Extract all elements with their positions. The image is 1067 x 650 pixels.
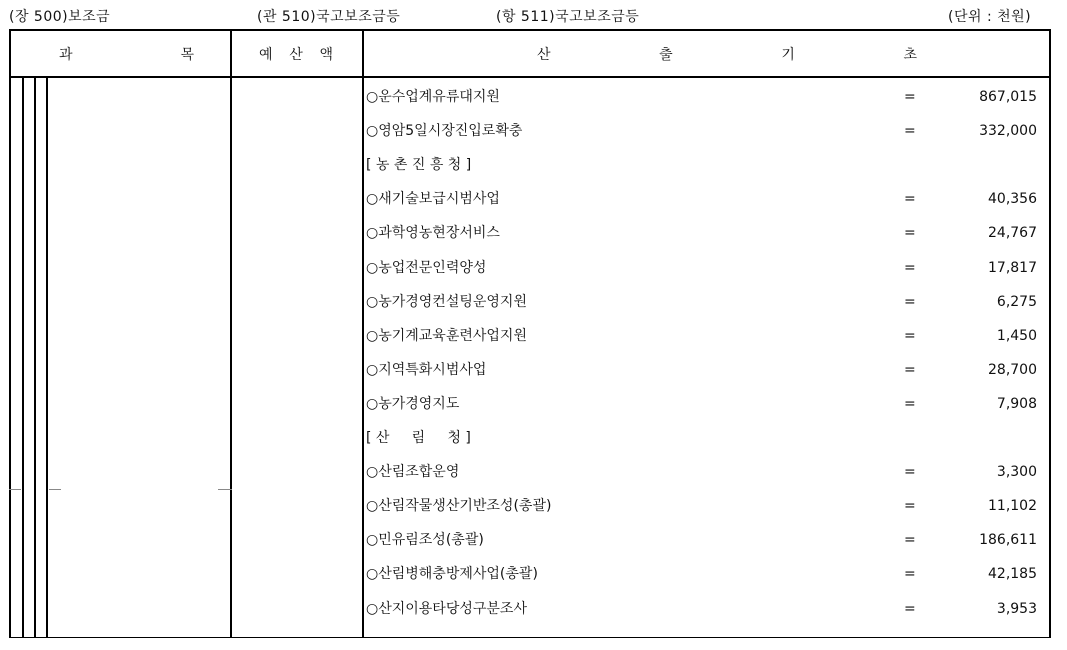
item-label: ○지역특화시범사업	[366, 361, 487, 378]
amount-value: 6,275	[996, 293, 1037, 310]
item-label: ○민유림조성(총괄)	[366, 532, 484, 549]
section-header-row	[11, 421, 1049, 455]
header-jang: (장 500)보조금	[9, 9, 111, 25]
item-label: ○농기계교육훈련사업지원	[366, 327, 527, 344]
header-divider	[11, 76, 1049, 78]
amount-value: 42,185	[988, 566, 1037, 583]
column-header-basis-char: 산	[537, 47, 551, 63]
table-row	[11, 182, 1049, 216]
amount-value: 1,450	[996, 327, 1037, 344]
equals-sign: =	[904, 225, 916, 242]
column-header-budget	[259, 31, 333, 77]
item-label: ○산림병해충방제사업(총괄)	[366, 566, 538, 583]
header-hang: (항 511)국고보조금등	[496, 9, 640, 25]
equals-sign: =	[904, 191, 916, 208]
section-header-row	[11, 148, 1049, 182]
amount-value: 11,102	[988, 498, 1037, 515]
table-row	[11, 319, 1049, 353]
equals-sign: =	[904, 89, 916, 105]
table-row	[11, 387, 1049, 421]
unit-label: (단위 : 천원)	[948, 9, 1032, 25]
amount-value: 332,000	[979, 123, 1037, 140]
item-label: ○농가경영지도	[366, 395, 460, 412]
budget-table	[9, 29, 1051, 638]
item-label: ○영암5일시장진입로확충	[366, 123, 523, 140]
equals-sign: =	[904, 566, 916, 583]
column-header-basis	[537, 31, 917, 77]
table-row	[11, 489, 1049, 523]
amount-value: 28,700	[988, 361, 1037, 378]
column-header-budget-char: 산	[289, 47, 303, 63]
column-header-basis-char: 기	[781, 47, 795, 63]
header-gwan: (관 510)국고보조금등	[257, 9, 401, 25]
amount-value: 867,015	[979, 89, 1037, 105]
table-row	[11, 216, 1049, 250]
column-header-budget-char: 예	[259, 47, 273, 63]
item-label: ○운수업계유류대지원	[366, 89, 500, 105]
table-row	[11, 557, 1049, 591]
table-row	[11, 455, 1049, 489]
column-header-basis-char: 출	[659, 47, 673, 63]
item-label: ○농가경영컨설팅운영지원	[366, 293, 527, 310]
equals-sign: =	[904, 395, 916, 412]
table-row	[11, 80, 1049, 114]
equals-sign: =	[904, 259, 916, 276]
table-row	[11, 251, 1049, 285]
amount-value: 40,356	[988, 191, 1037, 208]
column-header-subject	[59, 31, 194, 77]
item-label: ○산림작물생산기반조성(총괄)	[366, 498, 552, 515]
item-label: ○산림조합운영	[366, 464, 460, 481]
item-label: ○과학영농현장서비스	[366, 225, 500, 242]
section-label: [ 농 촌 진 흥 청 ]	[366, 157, 472, 174]
equals-sign: =	[904, 123, 916, 140]
column-header-basis-char: 초	[903, 47, 917, 63]
table-row	[11, 285, 1049, 319]
equals-sign: =	[904, 532, 916, 549]
column-header-subject-char: 목	[180, 47, 194, 63]
amount-value: 3,953	[996, 600, 1037, 617]
amount-value: 17,817	[988, 259, 1037, 276]
equals-sign: =	[904, 327, 916, 344]
amount-value: 186,611	[979, 532, 1037, 549]
amount-value: 24,767	[988, 225, 1037, 242]
amount-value: 3,300	[996, 464, 1037, 481]
item-label: ○농업전문인력양성	[366, 259, 487, 276]
column-header-subject-char: 과	[59, 47, 73, 63]
column-header-budget-char: 액	[319, 47, 333, 63]
table-row	[11, 114, 1049, 148]
section-label: [ 산 림 청 ]	[366, 430, 471, 446]
equals-sign: =	[904, 600, 916, 617]
amount-value: 7,908	[996, 395, 1037, 412]
equals-sign: =	[904, 293, 916, 310]
table-row	[11, 353, 1049, 387]
equals-sign: =	[904, 498, 916, 515]
item-label: ○새기술보급시범사업	[366, 191, 500, 208]
item-label: ○산지이용타당성구분조사	[366, 600, 527, 617]
table-row	[11, 592, 1049, 626]
table-row	[11, 523, 1049, 557]
equals-sign: =	[904, 464, 916, 481]
equals-sign: =	[904, 361, 916, 378]
